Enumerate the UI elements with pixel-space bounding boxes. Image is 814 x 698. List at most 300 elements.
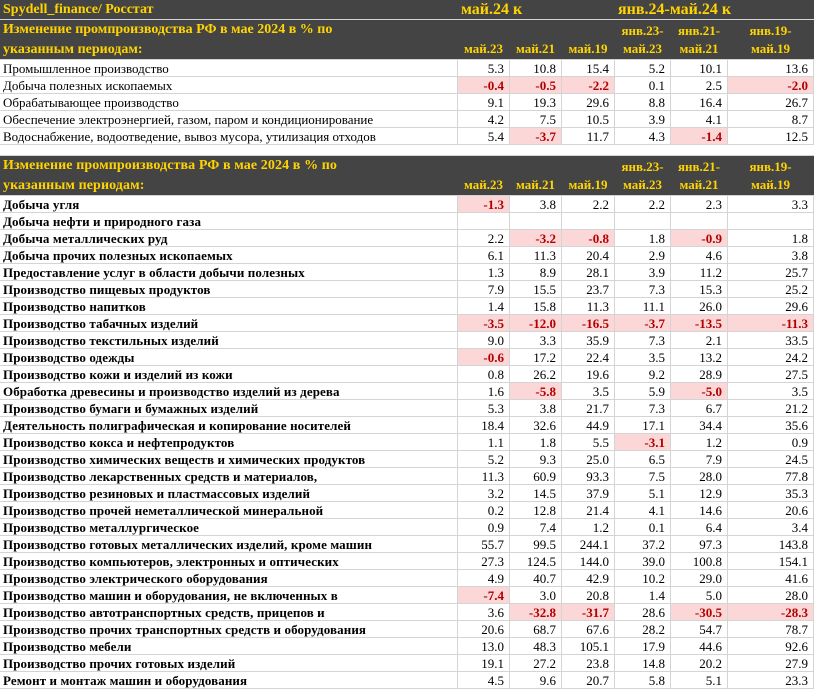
value-cell: 20.2 — [671, 655, 728, 671]
value-cell: 21.7 — [562, 400, 615, 416]
value-cell: 19.3 — [510, 94, 562, 110]
value-cell: 15.4 — [562, 60, 615, 76]
table2-col-header-line1 — [510, 158, 561, 176]
group-label-jan-may24: янв.24-май.24 к — [618, 1, 732, 18]
value-cell: 23.8 — [562, 655, 615, 671]
value-cell: 29.6 — [562, 94, 615, 110]
value-cell: 54.7 — [671, 621, 728, 637]
value-cell: 19.6 — [562, 366, 615, 382]
value-cell: 42.9 — [562, 570, 615, 586]
value-cell: 11.3 — [458, 468, 510, 484]
table-row — [0, 332, 814, 349]
value-cell: 44.6 — [671, 638, 728, 654]
value-cell: 14.8 — [615, 655, 671, 671]
value-cell: 7.3 — [615, 332, 671, 348]
value-cell: 143.8 — [728, 536, 814, 552]
table2-title — [0, 156, 458, 195]
value-cell — [615, 213, 671, 229]
row-label: Производство текстильных изделий — [0, 332, 458, 348]
value-cell: 4.2 — [458, 111, 510, 127]
table1-col-header-line2: май.19 — [750, 41, 790, 56]
row-label: Производство табачных изделий — [0, 315, 458, 331]
table-row — [0, 553, 814, 570]
table-row — [0, 417, 814, 434]
value-cell: 26.2 — [510, 366, 562, 382]
value-cell: 11.3 — [562, 298, 615, 314]
value-cell: 16.4 — [671, 94, 728, 110]
row-label: Производство прочих транспортных средств и оборудования — [0, 621, 458, 637]
table-row — [0, 587, 814, 604]
row-label: Водоснабжение, водоотведение, вывоз мусора, утилизация отходов — [0, 128, 458, 144]
value-cell: 3.8 — [510, 196, 562, 212]
table-row — [0, 264, 814, 281]
table1-col-header-line2: май.23 — [463, 41, 503, 56]
value-cell: 7.5 — [510, 111, 562, 127]
value-cell: 1.8 — [615, 230, 671, 246]
value-cell: 28.0 — [671, 468, 728, 484]
table2-col-header-line2: май.23 — [463, 177, 503, 192]
table2-col-header-line1: янв.21- — [677, 159, 721, 174]
value-cell: -7.4 — [458, 587, 510, 603]
value-cell: 10.2 — [615, 570, 671, 586]
value-cell: 78.7 — [728, 621, 814, 637]
value-cell: 5.3 — [458, 400, 510, 416]
row-label: Производство металлургическое — [0, 519, 458, 535]
value-cell: 97.3 — [671, 536, 728, 552]
value-cell: 48.3 — [510, 638, 562, 654]
table-row — [0, 468, 814, 485]
value-cell: 37.9 — [562, 485, 615, 501]
table1-col-header-line2: май.19 — [568, 41, 608, 56]
value-cell: 26.7 — [728, 94, 814, 110]
value-cell: 12.5 — [728, 128, 814, 144]
value-cell: 24.2 — [728, 349, 814, 365]
value-cell: -0.4 — [458, 77, 510, 93]
value-cell: 14.6 — [671, 502, 728, 518]
value-cell: 11.7 — [562, 128, 615, 144]
value-cell: 9.0 — [458, 332, 510, 348]
table-row — [0, 77, 814, 94]
value-cell: 17.1 — [615, 417, 671, 433]
value-cell: 3.0 — [510, 587, 562, 603]
value-cell: 4.1 — [615, 502, 671, 518]
value-cell: 35.3 — [728, 485, 814, 501]
row-label: Производство мебели — [0, 638, 458, 654]
value-cell: 1.2 — [562, 519, 615, 535]
table-row — [0, 451, 814, 468]
value-cell: 3.9 — [615, 111, 671, 127]
value-cell: 1.8 — [510, 434, 562, 450]
value-cell: 5.1 — [615, 485, 671, 501]
row-label: Обработка древесины и производство изделий из дерева — [0, 383, 458, 399]
value-cell: 1.3 — [458, 264, 510, 280]
value-cell: 27.9 — [728, 655, 814, 671]
value-cell: 5.5 — [562, 434, 615, 450]
value-cell: -1.3 — [458, 196, 510, 212]
row-label: Производство кожи и изделий из кожи — [0, 366, 458, 382]
value-cell: 3.5 — [562, 383, 615, 399]
table-row — [0, 621, 814, 638]
value-cell: 4.9 — [458, 570, 510, 586]
value-cell: 21.4 — [562, 502, 615, 518]
value-cell: 3.8 — [728, 247, 814, 263]
value-cell: 4.6 — [671, 247, 728, 263]
row-label: Производство готовых металлических изделий, кроме машин — [0, 536, 458, 552]
value-cell: 2.9 — [615, 247, 671, 263]
value-cell: 13.6 — [728, 60, 814, 76]
value-cell: 3.3 — [728, 196, 814, 212]
table2-col-header-0 — [458, 156, 510, 195]
table-row — [0, 128, 814, 145]
row-label: Производство лекарственных средств и материалов, — [0, 468, 458, 484]
table2-col-header-line2: май.23 — [622, 177, 662, 192]
value-cell: 0.8 — [458, 366, 510, 382]
value-cell: 1.8 — [728, 230, 814, 246]
table-row — [0, 672, 814, 689]
value-cell — [510, 213, 562, 229]
table1-col-header-line1 — [458, 22, 509, 40]
value-cell: 7.9 — [458, 281, 510, 297]
table1-col-header-2 — [562, 20, 615, 59]
value-cell: 5.4 — [458, 128, 510, 144]
value-cell: 41.6 — [728, 570, 814, 586]
table-row — [0, 383, 814, 400]
value-cell: 67.6 — [562, 621, 615, 637]
table2-col-header-line2: май.21 — [515, 177, 555, 192]
value-cell: 14.5 — [510, 485, 562, 501]
table-row — [0, 536, 814, 553]
row-label: Производство машин и оборудования, не включенных в — [0, 587, 458, 603]
value-cell: -5.8 — [510, 383, 562, 399]
value-cell: 11.3 — [510, 247, 562, 263]
value-cell: -3.7 — [510, 128, 562, 144]
value-cell: 99.5 — [510, 536, 562, 552]
value-cell: 33.5 — [728, 332, 814, 348]
row-label: Производство химических веществ и химических продуктов — [0, 451, 458, 467]
value-cell: 27.5 — [728, 366, 814, 382]
value-cell: 32.6 — [510, 417, 562, 433]
value-cell: 154.1 — [728, 553, 814, 569]
row-label: Промышленное производство — [0, 60, 458, 76]
table-row — [0, 247, 814, 264]
value-cell: 28.9 — [671, 366, 728, 382]
value-cell: 15.5 — [510, 281, 562, 297]
value-cell: 3.2 — [458, 485, 510, 501]
value-cell: 5.2 — [615, 60, 671, 76]
value-cell: 124.5 — [510, 553, 562, 569]
value-cell: 7.5 — [615, 468, 671, 484]
value-cell: 18.4 — [458, 417, 510, 433]
source-label: Spydell_finance/ Росстат — [0, 0, 458, 19]
value-cell: 12.8 — [510, 502, 562, 518]
value-cell: 17.2 — [510, 349, 562, 365]
value-cell: 21.2 — [728, 400, 814, 416]
value-cell: -28.3 — [728, 604, 814, 620]
value-cell: -11.3 — [728, 315, 814, 331]
table1-col-header-5 — [728, 20, 814, 59]
table1-col-header-line1 — [510, 22, 561, 40]
value-cell: 77.8 — [728, 468, 814, 484]
value-cell: 5.8 — [615, 672, 671, 688]
value-cell: 13.2 — [671, 349, 728, 365]
value-cell: 6.4 — [671, 519, 728, 535]
value-cell: 19.1 — [458, 655, 510, 671]
value-cell: 60.9 — [510, 468, 562, 484]
value-cell: 100.8 — [671, 553, 728, 569]
table2-col-header-line2: май.21 — [679, 177, 719, 192]
value-cell: -2.2 — [562, 77, 615, 93]
table1-col-header-line1: янв.23- — [621, 23, 664, 38]
value-cell: 0.1 — [615, 519, 671, 535]
table2-col-header-2 — [562, 156, 615, 195]
value-cell: 20.7 — [562, 672, 615, 688]
value-cell: 22.4 — [562, 349, 615, 365]
value-cell: -13.5 — [671, 315, 728, 331]
value-cell: 11.1 — [615, 298, 671, 314]
table-row — [0, 298, 814, 315]
value-cell — [671, 213, 728, 229]
value-cell: 9.2 — [615, 366, 671, 382]
value-cell: 9.1 — [458, 94, 510, 110]
table1-col-header-line1: янв.19- — [749, 23, 792, 38]
table1-col-header-0 — [458, 20, 510, 59]
table1-title-line2: указанным периодам: — [3, 42, 143, 57]
value-cell: 6.1 — [458, 247, 510, 263]
row-label: Деятельность полиграфическая и копирование носителей — [0, 417, 458, 433]
value-cell: 25.0 — [562, 451, 615, 467]
table-row — [0, 315, 814, 332]
row-label: Обрабатывающее производство — [0, 94, 458, 110]
row-label: Производство напитков — [0, 298, 458, 314]
table2-title-line2: указанным периодам: — [3, 178, 145, 193]
value-cell: -3.1 — [615, 434, 671, 450]
table-row — [0, 213, 814, 230]
row-label: Добыча металлических руд — [0, 230, 458, 246]
table-row — [0, 655, 814, 672]
value-cell: 24.5 — [728, 451, 814, 467]
value-cell: 1.1 — [458, 434, 510, 450]
value-cell: 0.9 — [728, 434, 814, 450]
value-cell — [562, 213, 615, 229]
value-cell: 20.8 — [562, 587, 615, 603]
row-label: Производство бумаги и бумажных изделий — [0, 400, 458, 416]
value-cell: 34.4 — [671, 417, 728, 433]
table2-col-header-4 — [671, 156, 728, 195]
value-cell: 28.1 — [562, 264, 615, 280]
row-label: Добыча полезных ископаемых — [0, 77, 458, 93]
value-cell: 10.1 — [671, 60, 728, 76]
value-cell: 68.7 — [510, 621, 562, 637]
value-cell: 10.8 — [510, 60, 562, 76]
value-cell: 17.9 — [615, 638, 671, 654]
value-cell: 4.3 — [615, 128, 671, 144]
value-cell: 2.2 — [458, 230, 510, 246]
table-row — [0, 519, 814, 536]
value-cell: 3.3 — [510, 332, 562, 348]
table-row — [0, 60, 814, 77]
table2-col-header-1 — [510, 156, 562, 195]
table-row — [0, 366, 814, 383]
row-label: Производство прочей неметаллической минеральной — [0, 502, 458, 518]
value-cell: 29.6 — [728, 298, 814, 314]
table2-col-header-line2: май.19 — [568, 177, 608, 192]
table2-col-header-line1 — [458, 158, 509, 176]
value-cell: -30.5 — [671, 604, 728, 620]
value-cell — [458, 213, 510, 229]
value-cell: -0.6 — [458, 349, 510, 365]
table1-col-header-line1 — [562, 22, 614, 40]
value-cell: -12.0 — [510, 315, 562, 331]
value-cell: 5.3 — [458, 60, 510, 76]
value-cell: 5.2 — [458, 451, 510, 467]
value-cell: -1.4 — [671, 128, 728, 144]
value-cell: 27.2 — [510, 655, 562, 671]
table-row — [0, 349, 814, 366]
value-cell: 25.2 — [728, 281, 814, 297]
table-row — [0, 281, 814, 298]
value-cell: 9.6 — [510, 672, 562, 688]
row-label: Производство прочих готовых изделий — [0, 655, 458, 671]
value-cell: -0.5 — [510, 77, 562, 93]
value-cell: 28.2 — [615, 621, 671, 637]
value-cell: 2.5 — [671, 77, 728, 93]
value-cell: 2.2 — [562, 196, 615, 212]
value-cell: 0.1 — [615, 77, 671, 93]
value-cell: 25.7 — [728, 264, 814, 280]
value-cell: 15.8 — [510, 298, 562, 314]
value-cell: 8.9 — [510, 264, 562, 280]
value-cell: 9.3 — [510, 451, 562, 467]
value-cell: -0.8 — [562, 230, 615, 246]
table1-body — [0, 60, 814, 145]
row-label: Предоставление услуг в области добычи полезных — [0, 264, 458, 280]
row-label: Производство пищевых продуктов — [0, 281, 458, 297]
row-label: Производство электрического оборудования — [0, 570, 458, 586]
table1-col-header-line1: янв.21- — [677, 23, 721, 38]
value-cell: -0.9 — [671, 230, 728, 246]
row-label: Производство одежды — [0, 349, 458, 365]
table-row — [0, 485, 814, 502]
table1-col-header-3 — [615, 20, 671, 59]
value-cell: 7.4 — [510, 519, 562, 535]
table-row — [0, 570, 814, 587]
table2-col-header-3 — [615, 156, 671, 195]
table2-col-header-line1: янв.23- — [621, 159, 664, 174]
value-cell: -3.7 — [615, 315, 671, 331]
value-cell: -5.0 — [671, 383, 728, 399]
table2-col-header-line1 — [562, 158, 614, 176]
value-cell: 35.9 — [562, 332, 615, 348]
value-cell: 55.7 — [458, 536, 510, 552]
table-row — [0, 230, 814, 247]
table-row — [0, 94, 814, 111]
table-row — [0, 638, 814, 655]
value-cell: 20.6 — [458, 621, 510, 637]
value-cell: 3.4 — [728, 519, 814, 535]
value-cell: -2.0 — [728, 77, 814, 93]
value-cell: 2.2 — [615, 196, 671, 212]
row-label: Обеспечение электроэнергией, газом, паром и кондиционирование — [0, 111, 458, 127]
value-cell: 20.4 — [562, 247, 615, 263]
value-cell: 8.7 — [728, 111, 814, 127]
value-cell: -32.8 — [510, 604, 562, 620]
value-cell: 7.9 — [671, 451, 728, 467]
row-label: Ремонт и монтаж машин и оборудования — [0, 672, 458, 688]
table-row — [0, 400, 814, 417]
value-cell: -31.7 — [562, 604, 615, 620]
value-cell: 28.0 — [728, 587, 814, 603]
table1-title — [0, 20, 458, 59]
value-cell: 3.8 — [510, 400, 562, 416]
value-cell: 23.7 — [562, 281, 615, 297]
value-cell: 5.9 — [615, 383, 671, 399]
value-cell: 1.4 — [458, 298, 510, 314]
group-label-may24: май.24 к — [458, 0, 615, 19]
table1-col-header-line2: май.21 — [515, 41, 555, 56]
value-cell: 40.7 — [510, 570, 562, 586]
value-cell: 28.6 — [615, 604, 671, 620]
value-cell: 37.2 — [615, 536, 671, 552]
value-cell: 3.5 — [615, 349, 671, 365]
value-cell: 0.2 — [458, 502, 510, 518]
value-cell: 7.3 — [615, 400, 671, 416]
value-cell: 39.0 — [615, 553, 671, 569]
table2-header — [0, 156, 814, 196]
value-cell: 3.6 — [458, 604, 510, 620]
table-row — [0, 434, 814, 451]
table1-col-header-4 — [671, 20, 728, 59]
value-cell: 12.9 — [671, 485, 728, 501]
table2-col-header-line2: май.19 — [750, 177, 790, 192]
value-cell: 3.5 — [728, 383, 814, 399]
table-row — [0, 111, 814, 128]
value-cell: 244.1 — [562, 536, 615, 552]
table1-col-header-line2: май.21 — [679, 41, 719, 56]
value-cell: 92.6 — [728, 638, 814, 654]
value-cell: 44.9 — [562, 417, 615, 433]
value-cell: 0.9 — [458, 519, 510, 535]
source-header-row — [0, 0, 814, 20]
value-cell: 23.3 — [728, 672, 814, 688]
row-label: Производство автотранспортных средств, прицепов и — [0, 604, 458, 620]
value-cell: 27.3 — [458, 553, 510, 569]
value-cell: 11.2 — [671, 264, 728, 280]
row-label: Производство компьютеров, электронных и оптических — [0, 553, 458, 569]
value-cell: 4.5 — [458, 672, 510, 688]
value-cell: 6.7 — [671, 400, 728, 416]
value-cell: 7.3 — [615, 281, 671, 297]
value-cell: 105.1 — [562, 638, 615, 654]
value-cell: 35.6 — [728, 417, 814, 433]
value-cell: 4.1 — [671, 111, 728, 127]
value-cell: 5.0 — [671, 587, 728, 603]
value-cell: 20.6 — [728, 502, 814, 518]
value-cell: 5.1 — [671, 672, 728, 688]
value-cell: -16.5 — [562, 315, 615, 331]
value-cell: 144.0 — [562, 553, 615, 569]
row-label: Производство резиновых и пластмассовых изделий — [0, 485, 458, 501]
table-row — [0, 502, 814, 519]
table1-col-header-1 — [510, 20, 562, 59]
table1-col-header-line2: май.23 — [622, 41, 662, 56]
row-label: Добыча нефти и природного газа — [0, 213, 458, 229]
value-cell: 29.0 — [671, 570, 728, 586]
value-cell: 10.5 — [562, 111, 615, 127]
table2-title-line1: Изменение промпроизводства РФ в мае 2024 в % по — [3, 158, 338, 173]
value-cell: 1.6 — [458, 383, 510, 399]
table1-title-line1: Изменение промпроизводства РФ в мае 2024 в % по — [3, 22, 333, 37]
table1-header — [0, 20, 814, 60]
